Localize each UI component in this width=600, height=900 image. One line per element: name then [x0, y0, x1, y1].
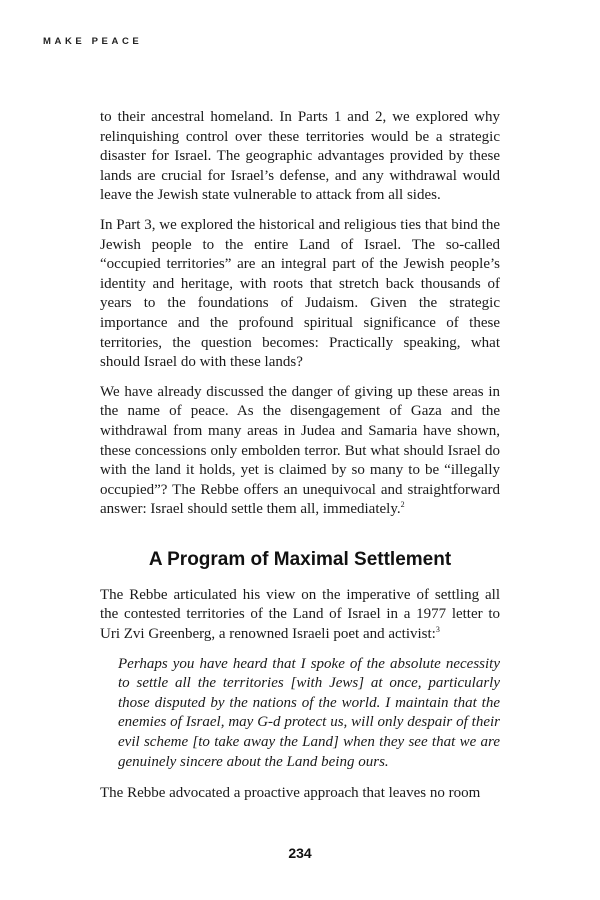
block-quote: Perhaps you have heard that I spoke of the absolute necessity to settle all the territories [with Jews] at once, particularly those disputed by the nations of the world. I maintain that the enemies of Israel, may G-d protect us, will only despair of their evil scheme [to take away the Land] when they see that we are genuinely sincere about the Land being ours.: [118, 655, 500, 770]
paragraph-3-text: We have already discussed the danger of giving up these areas in the name of peace. As the disengagement of Gaza and the withdrawal from many areas in Judea and Samaria have shown, these concessions only embolden terror. But what should Israel do with the land it holds, yet is claimed by so many to be “illegally occupied”? The Rebbe offers an unequivocal and straightforward answer: Israel should settle them all, immediately.: [100, 383, 500, 518]
section-heading: A Program of Maximal Settlement: [148, 548, 452, 570]
paragraph-3: [100, 383, 500, 520]
body-text: [100, 108, 500, 814]
footnote-marker-3[interactable]: 3: [435, 625, 440, 635]
paragraph-4: [100, 586, 500, 645]
paragraph-4-text: The Rebbe articulated his view on the imperative of settling all the contested territories of the Land of Israel in a 1977 letter to Uri Zvi Greenberg, a renowned Israeli poet and activist:: [100, 586, 500, 643]
footnote-marker-2[interactable]: 2: [400, 500, 405, 510]
paragraph-2: In Part 3, we explored the historical and religious ties that bind the Jewish people to the entire Land of Israel. The so-called “occupied territories” are an integral part of the Jewish people’s identity and heritage, with roots that stretch back thousands of years to the foundations of Judaism. Given the strategic importance and the profound spiritual significance of these territories, the question becomes: Practically speaking, what should Israel do with these lands?: [100, 216, 500, 371]
paragraph-1: to their ancestral homeland. In Parts 1 and 2, we explored why relinquishing control over these territories would be a strategic disaster for Israel. The geographic advantages provided by these lands are crucial for Israel’s defense, and any withdrawal would leave the Jewish state vulnerable to attack from all sides.: [100, 109, 500, 204]
page-number: 234: [288, 845, 312, 861]
running-head: MAKE PEACE: [43, 36, 143, 47]
paragraph-5: The Rebbe advocated a proactive approach that leaves no room: [100, 785, 481, 802]
